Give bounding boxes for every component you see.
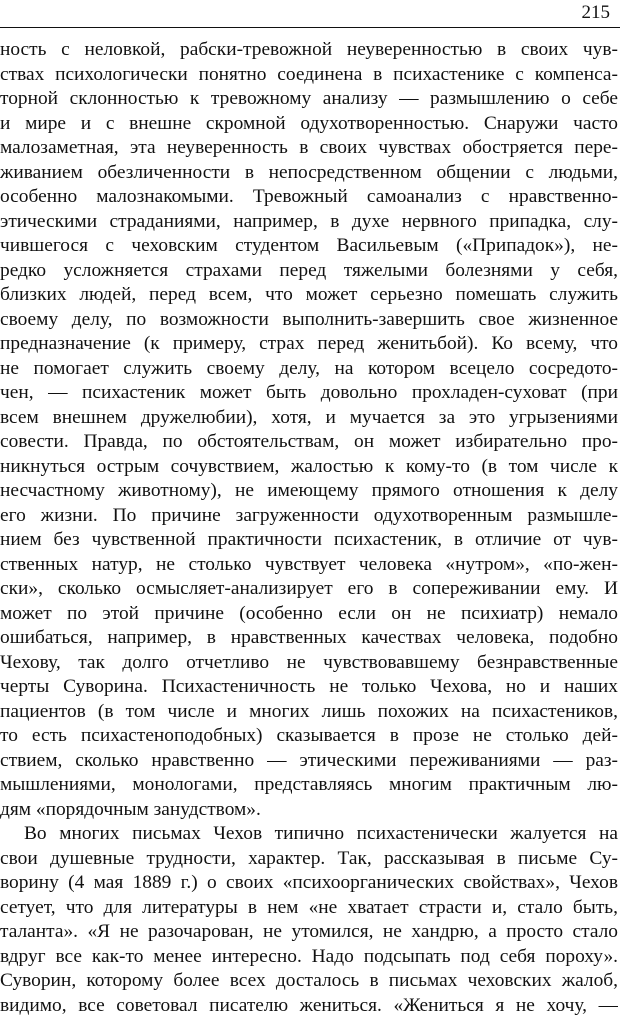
text-line: нием без чувственной практичности психастеник, в отличие от чув- (0, 528, 618, 553)
text-line: своему делу, по возможности выполнить-завершить свое жизненное (0, 308, 618, 333)
text-line: этическими страданиями, например, в духе нервного припадка, слу- (0, 210, 618, 235)
text-line: ворину (4 мая 1889 г.) о своих «психоорганических свойствах», Чехов (0, 871, 618, 896)
text-line: малозаметная, эта неуверенность в своих чувствах обостряется пере- (0, 136, 618, 161)
text-line: вдруг все как-то менее интересно. Надо подсыпать под себя пороху». (0, 945, 618, 970)
text-line: пациентов (в том числе и многих лишь похожих на психастеников, (0, 700, 618, 725)
text-line: никнуться острым сочувствием, жалостью к кому-то (в том числе к (0, 455, 618, 480)
text-line: близких людей, перед всем, что может серьезно помешать служить (0, 283, 618, 308)
text-line: мышлениями, монологами, представляясь многим практичным лю- (0, 773, 618, 798)
page-number: 215 (582, 2, 611, 24)
text-line: Суворин, которому более всех досталось в письмах чеховских жалоб, (0, 969, 618, 994)
text-line: ошибаться, например, в нравственных качествах человека, подобно (0, 626, 618, 651)
text-line: всем внешнем дружелюбии), хотя, и мучается за это угрызениями (0, 406, 618, 431)
text-line: чен, — психастеник может быть довольно прохладен-суховат (при (0, 381, 618, 406)
text-line: ственных натур, не столько чувствует человека «нутром», «по-жен- (0, 553, 618, 578)
text-line: предназначение (к примеру, страх перед женитьбой). Ко всему, что (0, 332, 618, 357)
text-line: торной склонностью к тревожному анализу — размышлению о себе (0, 87, 618, 112)
text-line: то есть психастеноподобных) сказывается в прозе не столько дей- (0, 724, 618, 749)
text-line: может по этой причине (особенно если он не психиатр) немало (0, 602, 618, 627)
text-line: ствием, сколько нравственно — этическими переживаниями — раз- (0, 749, 618, 774)
text-line: Во многих письмах Чехов типично психастенически жалуется на (0, 822, 618, 847)
text-line: и мире и с внешне скромной одухотворенностью. Снаружи часто (0, 112, 618, 137)
text-line: несчастному животному), не имеющему прямого отношения к делу (0, 479, 618, 504)
text-line: ствах психологически понятно соединена в психастенике с компенса- (0, 63, 618, 88)
text-line: видимо, все советовал писателю жениться. «Жениться я не хочу, — (0, 994, 618, 1018)
body-text (0, 38, 618, 1018)
text-line: особенно малознакомыми. Тревожный самоанализ с нравственно- (0, 185, 618, 210)
text-line: редко усложняется страхами перед тяжелыми болезнями у себя, (0, 259, 618, 284)
header-rule (0, 27, 620, 28)
text-line: Чехову, так долго отчетливо не чувствовавшему безнравственные (0, 651, 618, 676)
text-line: свои душевные трудности, характер. Так, рассказывая в письме Су- (0, 847, 618, 872)
text-line: черты Суворина. Психастеничность не только Чехова, но и наших (0, 675, 618, 700)
text-line: чившегося с чеховским студентом Васильевым («Припадок»), не- (0, 234, 618, 259)
text-line: сетует, что для литературы в нем «не хватает страсти и, стало быть, (0, 896, 618, 921)
text-line: совести. Правда, по обстоятельствам, он может избирательно про- (0, 430, 618, 455)
text-line: дям «порядочным занудством». (0, 798, 618, 823)
text-line: не помогает служить своему делу, на котором всецело сосредото- (0, 357, 618, 382)
text-line: таланта». «Я не разочарован, не утомился, не хандрю, а просто стало (0, 920, 618, 945)
text-line: живанием обезличенности в непосредственном общении с людьми, (0, 161, 618, 186)
text-line: ски», сколько осмысляет-анализирует его в сопереживании ему. И (0, 577, 618, 602)
text-line: ность с неловкой, рабски-тревожной неуверенностью в своих чув- (0, 38, 618, 63)
text-line: его жизни. По причине загруженности одухотворенным размышле- (0, 504, 618, 529)
